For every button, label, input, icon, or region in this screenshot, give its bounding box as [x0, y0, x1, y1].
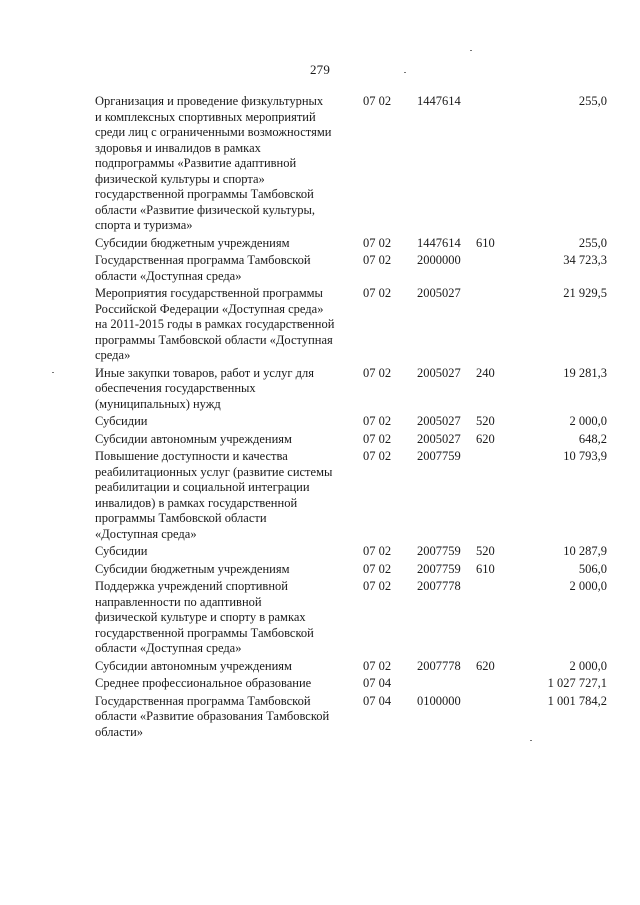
table-row — [95, 676, 607, 692]
row-name: Субсидии автономным учреждениям — [95, 431, 292, 446]
row-name: Поддержка учреждений спортивной направленности по адаптивной физической культуре и спорту в рамках государственной программы Тамбовской области «Доступная среда» — [95, 579, 314, 655]
row-amount: 255,0 — [578, 235, 607, 250]
row-name: Государственная программа Тамбовской области «Развитие образования Тамбовской области» — [95, 693, 330, 739]
table-row — [95, 449, 607, 542]
table-row — [95, 286, 607, 364]
row-target-code: 2005027 — [417, 286, 461, 300]
row-amount: 255,0 — [578, 94, 607, 108]
row-target-code: 1447614 — [417, 94, 461, 108]
row-amount: 34 723,3 — [563, 253, 607, 267]
table-row — [95, 694, 607, 741]
row-target-code: 2005027 — [417, 414, 461, 428]
table-row — [95, 544, 607, 560]
scan-speck — [470, 50, 472, 51]
row-name: Организация и проведение физкультурных и комплексных спортивных мероприятий среди лиц с ограниченными возможностями здоровья и инвалидов в рамках подпрограммы «Развитие адаптивной физической культуры и спорта» государственной программы Тамбовской области «Развитие физической культуры, спорта и туризма» — [95, 94, 332, 232]
page-number: 279 — [309, 62, 331, 77]
row-section-code: 07 02 — [363, 449, 392, 463]
row-section-code: 07 02 — [363, 561, 392, 576]
table-row — [95, 253, 607, 284]
row-section-code: 07 02 — [363, 579, 392, 593]
row-expense-code: 620 — [476, 658, 495, 673]
row-section-code: 07 02 — [363, 253, 392, 267]
table-row — [95, 659, 607, 675]
row-expense-code: 610 — [476, 561, 495, 576]
row-name: Субсидии бюджетным учреждениям — [95, 561, 290, 576]
row-target-code: 2005027 — [417, 431, 461, 446]
row-section-code: 07 02 — [363, 365, 392, 380]
row-amount: 19 281,3 — [563, 365, 607, 380]
row-target-code: 1447614 — [417, 235, 461, 250]
row-expense-code: 620 — [476, 431, 495, 446]
table-row — [95, 414, 607, 430]
row-section-code: 07 02 — [363, 544, 392, 558]
row-name: Субсидии автономным учреждениям — [95, 658, 292, 673]
row-expense-code: 610 — [476, 235, 495, 250]
table-row — [95, 562, 607, 578]
row-target-code: 2007778 — [417, 579, 461, 593]
row-expense-code: 520 — [476, 414, 495, 428]
row-amount: 2 000,0 — [569, 658, 607, 673]
row-target-code: 2007778 — [417, 658, 461, 673]
row-amount: 2 000,0 — [569, 579, 607, 593]
table-row — [95, 432, 607, 448]
row-target-code: 2000000 — [417, 253, 461, 267]
row-name: Государственная программа Тамбовской области «Доступная среда» — [95, 253, 311, 283]
table-row — [95, 366, 607, 413]
row-target-code: 2007759 — [417, 449, 461, 463]
row-name: Мероприятия государственной программы Российской Федерации «Доступная среда» на 2011-2015 годы в рамках государственной программы Тамбовской области «Доступная среда» — [95, 286, 335, 362]
scan-speck — [530, 740, 532, 741]
row-section-code: 07 02 — [363, 431, 392, 446]
table-row — [95, 236, 607, 252]
row-amount: 1 001 784,2 — [547, 693, 607, 708]
row-section-code: 07 02 — [363, 94, 392, 108]
row-section-code: 07 02 — [363, 235, 392, 250]
scan-speck — [404, 72, 406, 73]
row-name: Субсидии — [95, 414, 148, 428]
table-row — [95, 94, 607, 234]
budget-table — [95, 94, 607, 742]
row-target-code: 0100000 — [417, 693, 461, 708]
row-target-code: 2007759 — [417, 544, 461, 558]
table-row — [95, 579, 607, 657]
row-section-code: 07 02 — [363, 658, 392, 673]
scan-speck — [52, 372, 54, 373]
row-target-code: 2005027 — [417, 365, 461, 380]
row-name: Среднее профессиональное образование — [95, 676, 312, 690]
row-amount: 10 793,9 — [563, 449, 607, 463]
row-amount: 10 287,9 — [563, 544, 607, 558]
row-expense-code: 240 — [476, 365, 495, 380]
row-section-code: 07 02 — [363, 414, 392, 428]
row-amount: 2 000,0 — [569, 414, 607, 428]
row-amount: 506,0 — [578, 561, 607, 576]
row-section-code: 07 04 — [363, 693, 392, 708]
row-name: Субсидии — [95, 544, 148, 558]
row-amount: 21 929,5 — [563, 286, 607, 300]
row-name: Иные закупки товаров, работ и услуг для обеспечения государственных (муниципальных) нужд — [95, 365, 315, 411]
row-amount: 648,2 — [578, 431, 607, 446]
row-section-code: 07 04 — [363, 676, 392, 690]
row-expense-code: 520 — [476, 544, 495, 558]
row-target-code: 2007759 — [417, 561, 461, 576]
row-section-code: 07 02 — [363, 286, 392, 300]
row-name: Субсидии бюджетным учреждениям — [95, 235, 290, 250]
row-amount: 1 027 727,1 — [547, 676, 607, 690]
row-name: Повышение доступности и качества реабилитационных услуг (развитие системы реабилитации и социальной интеграции инвалидов) в рамках государственной программы Тамбовской области «Доступная среда» — [95, 449, 333, 541]
